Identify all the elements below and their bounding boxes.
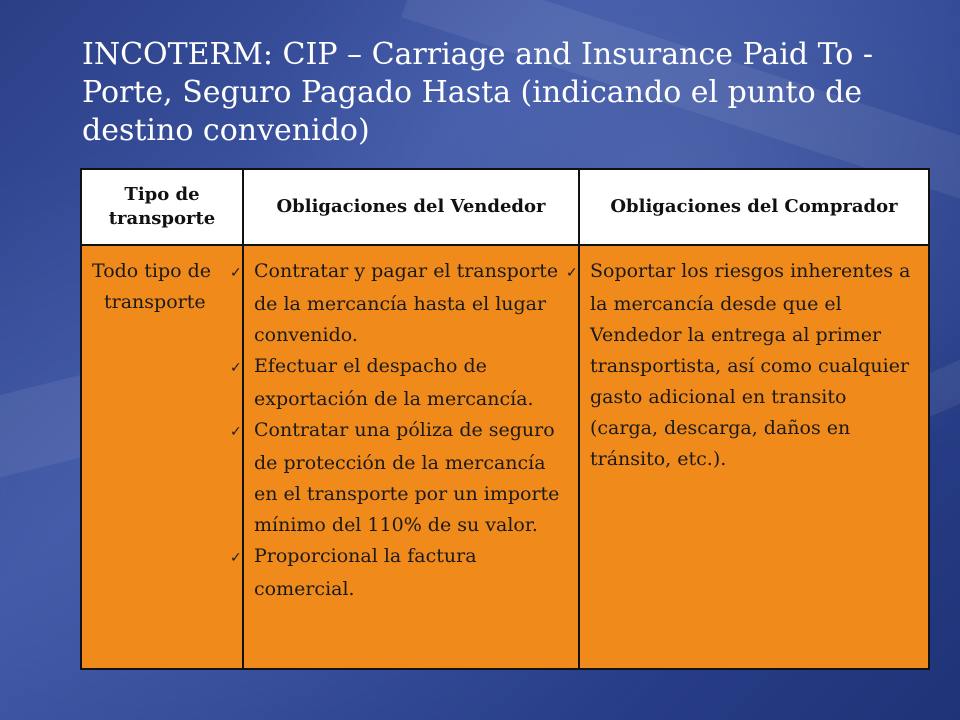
checkmark-icon: ✓ xyxy=(566,265,578,281)
list-item xyxy=(230,351,570,415)
seller-obligations-list xyxy=(230,256,570,605)
list-item xyxy=(230,256,570,351)
list-item xyxy=(230,541,570,605)
header-transport-type: Tipo de transporte xyxy=(81,169,243,245)
buyer-obligations-list xyxy=(566,256,920,475)
checkmark-icon: ✓ xyxy=(230,424,242,440)
seller-obligations-cell xyxy=(230,245,579,669)
checkmark-icon: ✓ xyxy=(230,265,242,281)
seller-obligation-text: Efectuar el despacho de exportación de la mercancía. xyxy=(254,355,534,410)
list-item xyxy=(230,415,570,541)
checkmark-icon: ✓ xyxy=(230,360,242,376)
list-item xyxy=(566,256,920,475)
transport-type-text: Todo tipo de transporte xyxy=(92,260,212,313)
buyer-obligation-text: Soportar los riesgos inherentes a la mercancía desde que el Vendedor la entrega al primer transportista, así como cualquier gasto adicional en transito (carga, descarga, daños en tránsito, etc.). xyxy=(590,260,911,470)
checkmark-icon: ✓ xyxy=(230,550,242,566)
obligations-table-container xyxy=(80,168,928,670)
slide-title: INCOTERM: CIP – Carriage and Insurance Paid To - Porte, Seguro Pagado Hasta (indicando el punto de destino convenido) xyxy=(82,37,874,148)
buyer-obligations-cell xyxy=(566,245,929,669)
table-header-row xyxy=(81,169,929,245)
header-seller-obligations: Obligaciones del Vendedor xyxy=(243,169,579,245)
seller-obligation-text: Proporcional la factura comercial. xyxy=(254,545,477,600)
header-buyer-obligations: Obligaciones del Comprador xyxy=(579,169,929,245)
table-row xyxy=(81,245,929,669)
obligations-table xyxy=(80,168,930,670)
transport-type-cell xyxy=(81,245,243,669)
seller-obligation-text: Contratar y pagar el transporte de la mercancía hasta el lugar convenido. xyxy=(254,260,559,346)
seller-obligation-text: Contratar una póliza de seguro de protección de la mercancía en el transporte por un importe mínimo del 110% de su valor. xyxy=(254,419,560,536)
